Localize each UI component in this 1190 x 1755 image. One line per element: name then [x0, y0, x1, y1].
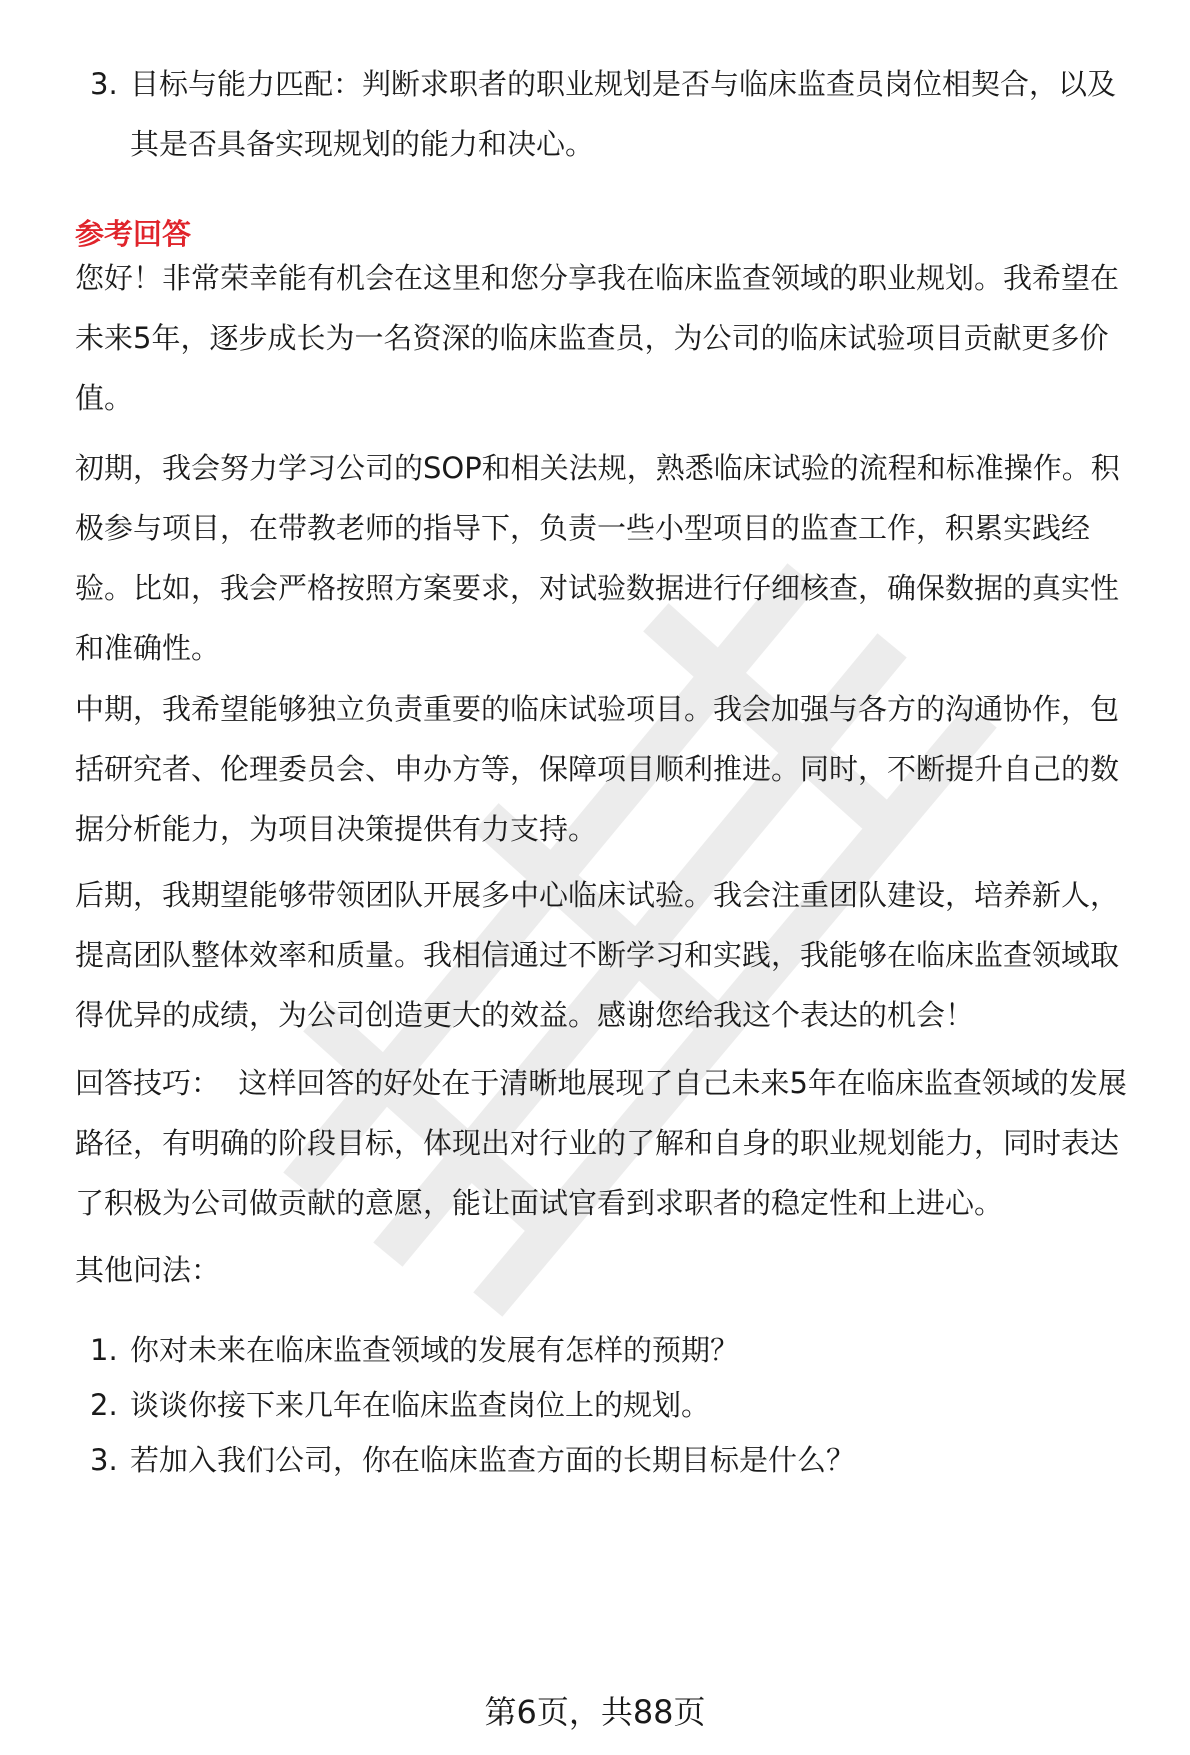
- criteria-item-number: 3.: [90, 67, 118, 101]
- other-question-number: 2.: [90, 1388, 118, 1422]
- other-questions-heading: [75, 1240, 220, 1300]
- paragraph-line: 提高团队整体效率和质量。我相信通过不断学习和实践，我能够在临床监查领域取: [75, 938, 1120, 972]
- paragraph-line: 您好！非常荣幸能有机会在这里和您分享我在临床监查领域的职业规划。我希望在: [75, 261, 1120, 295]
- reference-answer-title: 参考回答: [75, 217, 192, 251]
- answer-tips: [75, 1053, 1127, 1233]
- other-questions-heading-text: 其他问法：: [75, 1253, 221, 1287]
- other-question-text: 谈谈你接下来几年在临床监查岗位上的规划。: [130, 1388, 711, 1422]
- answer-paragraph-intro: [75, 248, 1119, 428]
- other-question-number: 1.: [90, 1333, 118, 1367]
- criteria-item-line-2: 其是否具备实现规划的能力和决心。: [130, 127, 595, 161]
- tips-line: 回答技巧： 这样回答的好处在于清晰地展现了自己未来5年在临床监查领域的发展: [75, 1066, 1127, 1100]
- paragraph-line: 和准确性。: [75, 631, 221, 665]
- other-question-text: 若加入我们公司，你在临床监查方面的长期目标是什么？: [130, 1443, 856, 1477]
- other-question-number: 3.: [90, 1443, 118, 1477]
- paragraph-line: 后期，我期望能够带领团队开展多中心临床试验。我会注重团队建设，培养新人，: [75, 878, 1120, 912]
- tips-line: 路径，有明确的阶段目标，体现出对行业的了解和自身的职业规划能力，同时表达: [75, 1126, 1120, 1160]
- page-number-footer: 第6页，共88页: [484, 1693, 706, 1731]
- answer-paragraph-middle: [75, 679, 1119, 859]
- answer-paragraph-late: [75, 865, 1119, 1045]
- tips-line: 了积极为公司做贡献的意愿，能让面试官看到求职者的稳定性和上进心。: [75, 1186, 1004, 1220]
- paragraph-line: 括研究者、伦理委员会、申办方等，保障项目顺利推进。同时，不断提升自己的数: [75, 752, 1120, 786]
- paragraph-line: 未来5年，逐步成长为一名资深的临床监查员，为公司的临床试验项目贡献更多价: [75, 321, 1109, 355]
- criteria-item-line-1: 目标与能力匹配：判断求职者的职业规划是否与临床监查员岗位相契合，以及: [130, 67, 1117, 101]
- paragraph-line: 初期，我会努力学习公司的SOP和相关法规，熟悉临床试验的流程和标准操作。积: [75, 451, 1120, 485]
- paragraph-line: 值。: [75, 381, 134, 415]
- other-question-text: 你对未来在临床监查领域的发展有怎样的预期？: [130, 1333, 740, 1367]
- answer-paragraph-early: [75, 438, 1120, 678]
- paragraph-line: 极参与项目，在带教老师的指导下，负责一些小型项目的监查工作，积累实践经: [75, 511, 1091, 545]
- paragraph-line: 据分析能力，为项目决策提供有力支持。: [75, 812, 598, 846]
- paragraph-line: 验。比如，我会严格按照方案要求，对试验数据进行仔细核查，确保数据的真实性: [75, 571, 1120, 605]
- paragraph-line: 得优异的成绩，为公司创造更大的效益。感谢您给我这个表达的机会！: [75, 998, 975, 1032]
- paragraph-line: 中期，我希望能够独立负责重要的临床试验项目。我会加强与各方的沟通协作，包: [75, 692, 1120, 726]
